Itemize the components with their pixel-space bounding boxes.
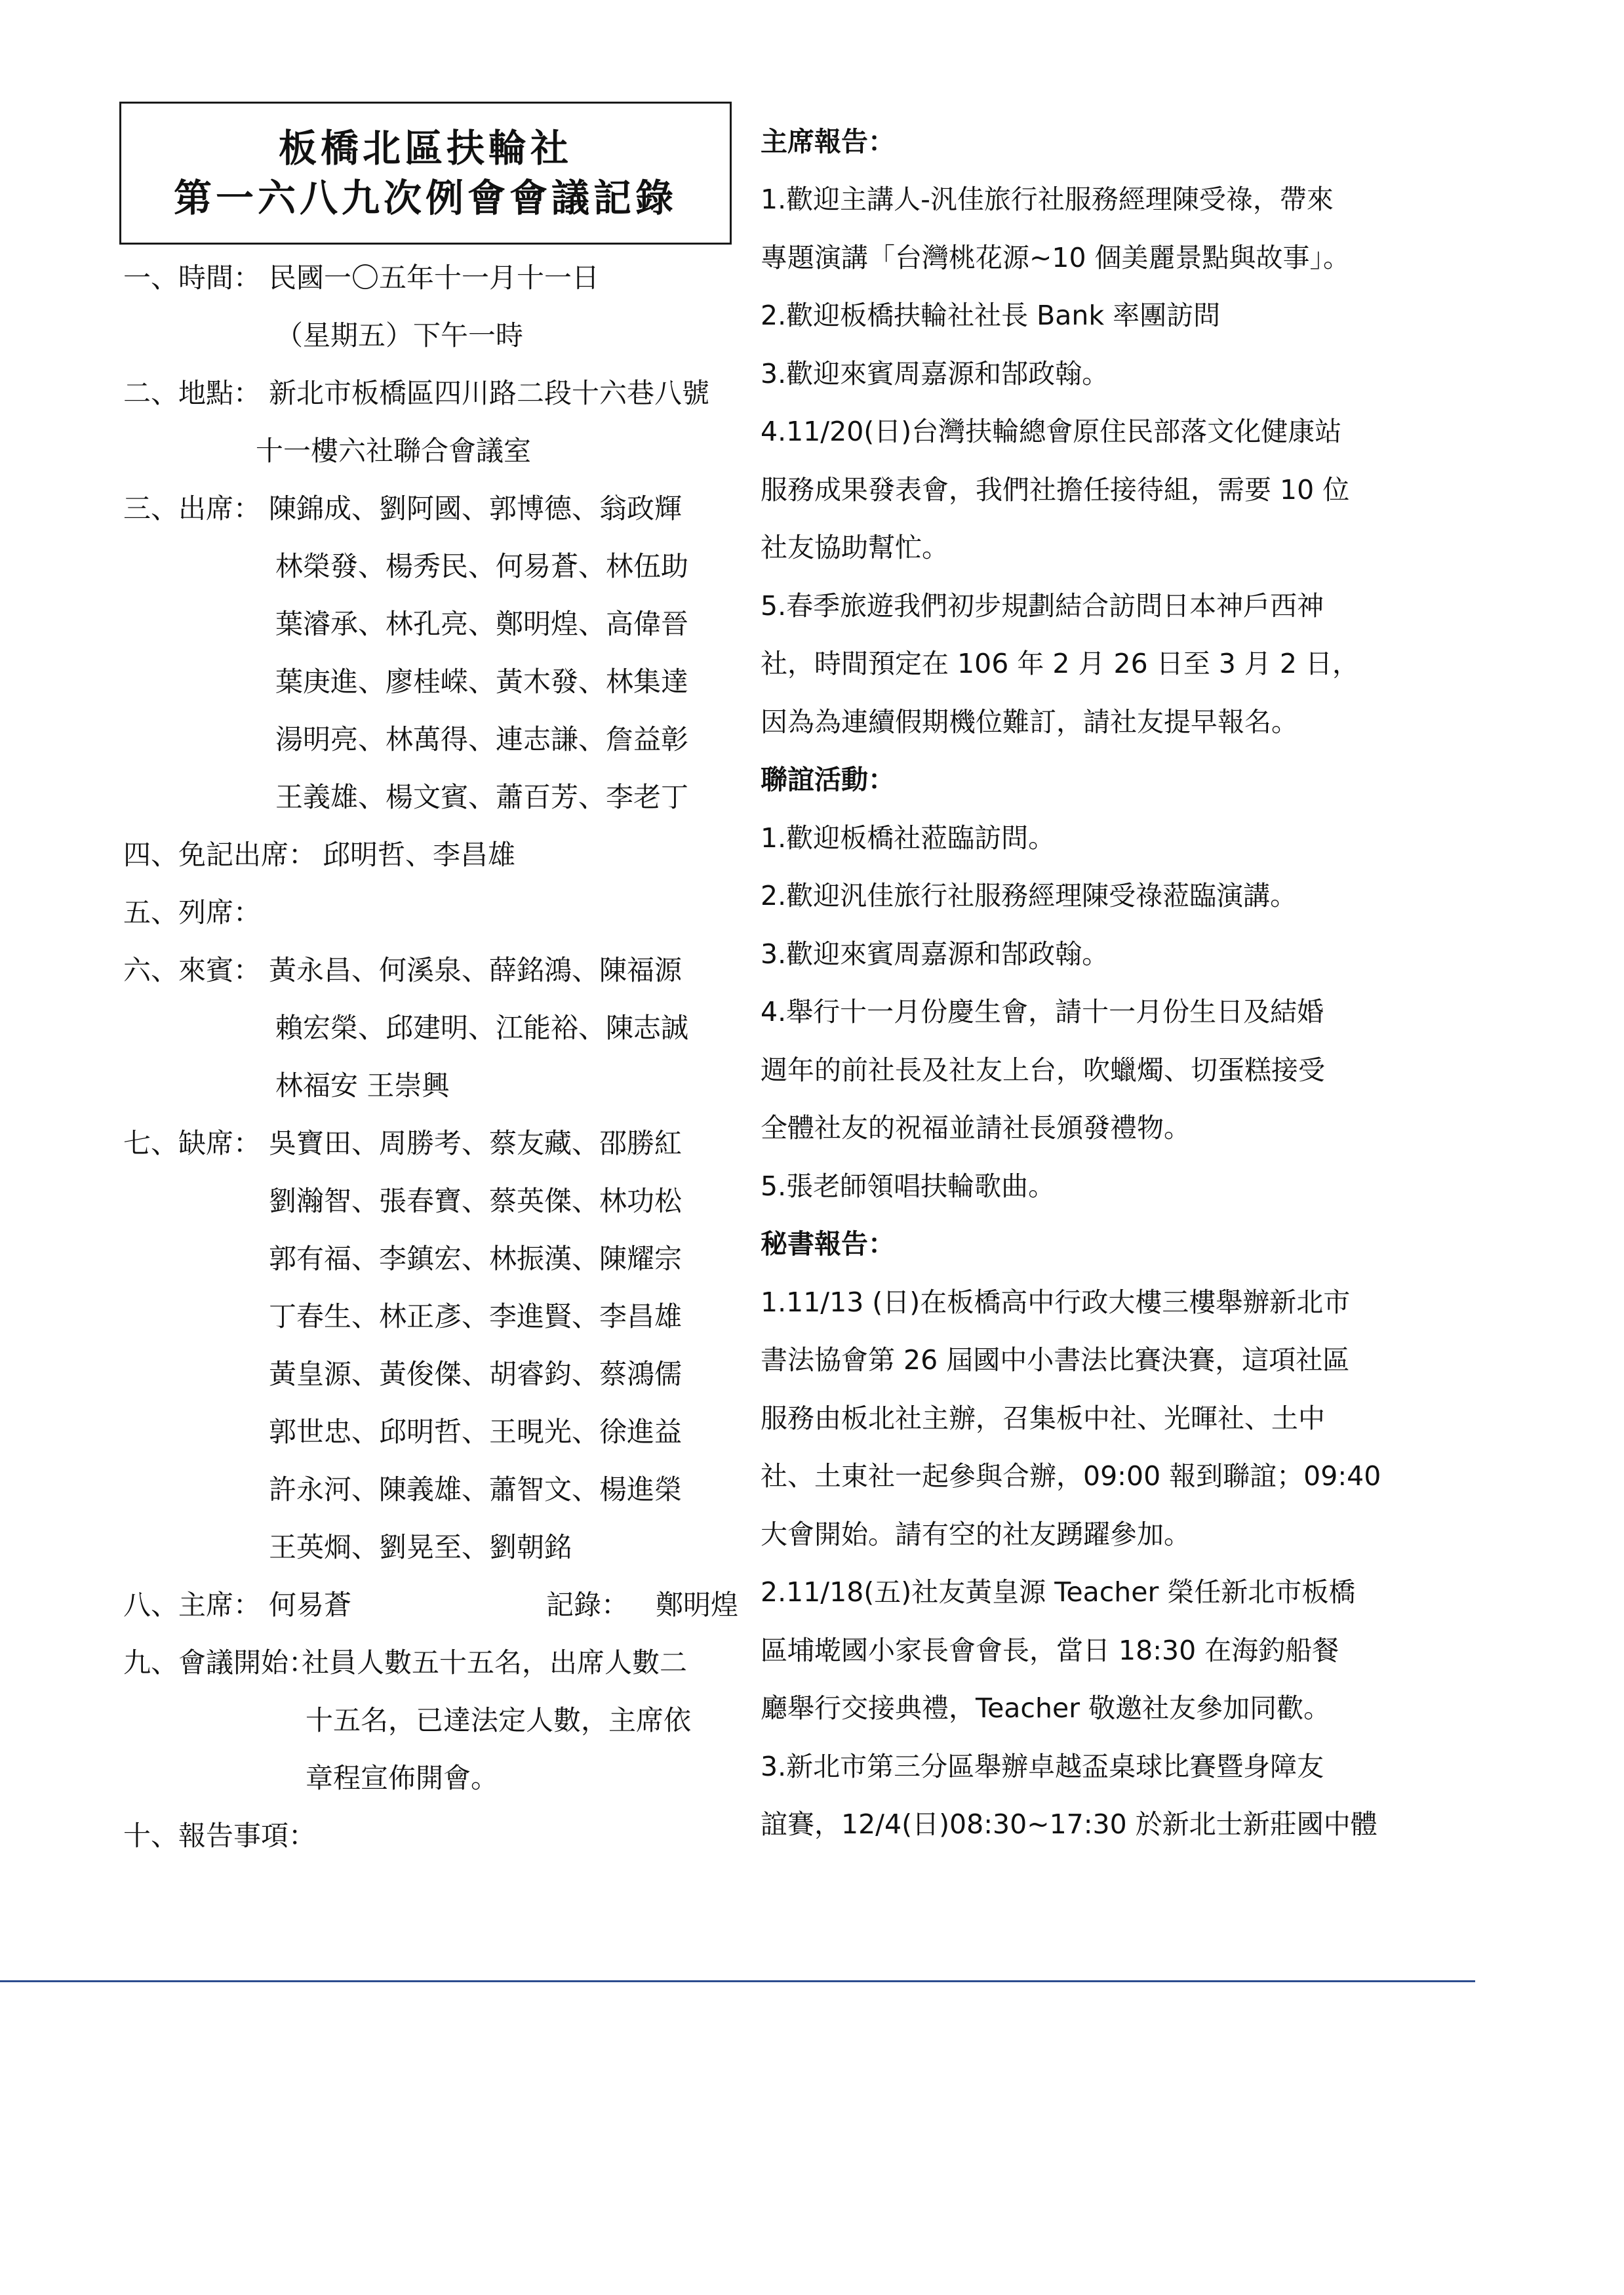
- place-row: [123, 365, 740, 422]
- secretary-report-line: 書法協會第 26 屆國中小書法比賽決賽，這項社區: [761, 1344, 1350, 1376]
- guests-line: 黃永昌、何溪泉、薛銘鴻、陳福源: [269, 954, 683, 986]
- recorder-value: 鄭明煌: [656, 1589, 739, 1621]
- exempt-row: [123, 826, 740, 884]
- attend-label: 三、出席：: [123, 492, 262, 525]
- attend-line: 王義雄、楊文賓、蕭百芳、李老丁: [275, 781, 689, 813]
- chair-label: 八、主席：: [123, 1589, 262, 1621]
- secretary-report-line: 區埔墘國小家長會會長，當日 18:30 在海釣船餐: [761, 1634, 1339, 1666]
- exempt-label: 四、免記出席：: [123, 839, 317, 871]
- place-value-cont: 十一樓六社聯合會議室: [256, 435, 532, 467]
- time-value: 民國一〇五年十一月十一日: [269, 262, 600, 294]
- attend-row: [123, 538, 740, 595]
- observer-label: 五、列席：: [123, 896, 262, 928]
- chairman-report-line: 5.春季旅遊我們初步規劃結合訪問日本神戶西神: [761, 589, 1324, 622]
- absent-line: 王英烱、劉晃至、劉朝銘: [269, 1531, 572, 1563]
- fellowship-line: 1.歡迎板橋社蒞臨訪問。: [761, 822, 1056, 854]
- absent-line: 丁春生、林正彥、李進賢、李昌雄: [269, 1300, 683, 1332]
- attend-row: [123, 768, 740, 826]
- guests-row: [123, 1057, 740, 1115]
- absent-row: [123, 1346, 740, 1403]
- opening-row: [123, 1692, 740, 1749]
- chairman-report-line: 3.歡迎來賓周嘉源和郜政翰。: [761, 357, 1109, 389]
- chairman-report-line: 因為為連續假期機位難訂，請社友提早報名。: [761, 706, 1298, 738]
- fellowship-line: 2.歡迎汎佳旅行社服務經理陳受祿蒞臨演講。: [761, 880, 1297, 911]
- attend-line: 湯明亮、林萬得、連志謙、詹益彰: [275, 723, 689, 755]
- chair-value: 何易蒼: [269, 1589, 352, 1621]
- time-value-cont: （星期五）下午一時: [275, 319, 524, 351]
- absent-row: [123, 1172, 740, 1230]
- meeting-title: 第一六八九次例會會議記錄: [173, 176, 677, 220]
- time-label: 一、時間：: [123, 262, 262, 294]
- minutes-left-column: [123, 249, 740, 1865]
- attend-row: [123, 711, 740, 768]
- place-row-cont: [123, 422, 740, 480]
- absent-line: 郭有福、李鎮宏、林振漢、陳耀宗: [269, 1243, 683, 1275]
- reports-row: [123, 1807, 740, 1865]
- bottom-divider: [0, 1980, 1475, 1982]
- place-label: 二、地點：: [123, 377, 262, 409]
- chair-row: [123, 1576, 740, 1634]
- chairman-report-line: 2.歡迎板橋扶輪社社長 Bank 率團訪問: [761, 300, 1221, 331]
- recorder-label: 記錄：: [546, 1589, 629, 1621]
- guests-label: 六、來賓：: [123, 954, 262, 986]
- opening-line: 社員人數五十五名，出席人數二: [302, 1646, 688, 1679]
- absent-line: 郭世忠、邱明哲、王晛光、徐進益: [269, 1416, 683, 1448]
- secretary-report-line: 3.新北市第三分區舉辦卓越盃桌球比賽暨身障友: [761, 1750, 1324, 1782]
- attend-line: 林榮發、楊秀民、何易蒼、林伍助: [275, 550, 689, 582]
- title-box: [119, 102, 732, 245]
- secretary-report-line: 大會開始。請有空的社友踴躍參加。: [761, 1518, 1191, 1550]
- absent-line: 許永河、陳義雄、蕭智文、楊進榮: [269, 1473, 683, 1506]
- reports-label: 十、報告事項：: [123, 1820, 317, 1852]
- guests-row: [123, 942, 740, 999]
- secretary-report-line: 誼賽，12/4(日)08:30~17:30 於新北士新莊國中體: [761, 1808, 1377, 1840]
- secretary-report-heading: 秘書報告：: [761, 1228, 895, 1260]
- minutes-right-column: [761, 113, 1521, 1854]
- fellowship-line: 5.張老師領唱扶輪歌曲。: [761, 1170, 1056, 1202]
- secretary-report-line: 社、土東社一起參與合辦，09:00 報到聯誼；09:40: [761, 1460, 1381, 1492]
- absent-row: [123, 1230, 740, 1288]
- fellowship-line: 4.舉行十一月份慶生會，請十一月份生日及結婚: [761, 996, 1324, 1028]
- guests-line: 賴宏榮、邱建明、江能裕、陳志誠: [275, 1012, 689, 1044]
- absent-row: [123, 1288, 740, 1346]
- opening-row: [123, 1749, 740, 1807]
- absent-row: [123, 1519, 740, 1576]
- absent-label: 七、缺席：: [123, 1127, 262, 1159]
- chairman-report-line: 1.歡迎主講人-汎佳旅行社服務經理陳受祿，帶來: [761, 184, 1334, 215]
- secretary-report-line: 廳舉行交接典禮，Teacher 敬邀社友參加同歡。: [761, 1692, 1331, 1724]
- observer-row: [123, 884, 740, 942]
- attend-line: 葉濬承、林孔亮、鄭明煌、高偉晉: [275, 608, 689, 640]
- absent-line: 黃皇源、黃俊傑、胡睿鈞、蔡鴻儒: [269, 1358, 683, 1390]
- chairman-report-line: 專題演講「台灣桃花源~10 個美麗景點與故事」。: [761, 241, 1351, 273]
- chairman-report-heading: 主席報告：: [761, 126, 895, 157]
- chairman-report-line: 服務成果發表會，我們社擔任接待組，需要 10 位: [761, 473, 1350, 506]
- attend-row: [123, 595, 740, 653]
- attend-row: [123, 653, 740, 711]
- chairman-report-line: 社，時間預定在 106 年 2 月 26 日至 3 月 2 日，: [761, 648, 1360, 679]
- place-value: 新北市板橋區四川路二段十六巷八號: [269, 377, 710, 409]
- secretary-report-line: 服務由板北社主辦，召集板中社、光暉社、土中: [761, 1402, 1325, 1434]
- fellowship-line: 全體社友的祝福並請社長頒發禮物。: [761, 1112, 1191, 1144]
- club-name: 板橋北區扶輪社: [278, 126, 572, 170]
- secretary-report-line: 2.11/18(五)社友黃皇源 Teacher 榮任新北市板橋: [761, 1576, 1356, 1608]
- fellowship-heading: 聯誼活動：: [761, 764, 895, 795]
- guests-row: [123, 999, 740, 1057]
- absent-row: [123, 1403, 740, 1461]
- exempt-value: 邱明哲、李昌雄: [323, 839, 516, 871]
- attend-row: [123, 480, 740, 538]
- opening-line: 章程宣佈開會。: [306, 1762, 499, 1794]
- absent-row: [123, 1115, 740, 1172]
- fellowship-line: 週年的前社長及社友上台，吹蠟燭、切蛋糕接受: [761, 1054, 1325, 1086]
- absent-line: 劉瀚智、張春寶、蔡英傑、林功松: [269, 1185, 683, 1217]
- guests-line: 林福安 王崇興: [275, 1069, 450, 1102]
- time-row-cont: [123, 307, 740, 365]
- attend-line: 葉庚進、廖桂嵘、黃木發、林集達: [275, 666, 689, 698]
- opening-line: 十五名，已達法定人數，主席依: [306, 1704, 692, 1736]
- time-row: [123, 249, 740, 307]
- absent-line: 吳寶田、周勝考、蔡友藏、邵勝紅: [269, 1127, 683, 1159]
- opening-row: [123, 1634, 740, 1692]
- opening-label: 九、會議開始：: [123, 1646, 317, 1679]
- chairman-report-line: 4.11/20(日)台灣扶輪總會原住民部落文化健康站: [761, 416, 1342, 447]
- fellowship-line: 3.歡迎來賓周嘉源和郜政翰。: [761, 938, 1109, 970]
- chairman-report-line: 社友協助幫忙。: [761, 532, 949, 563]
- absent-row: [123, 1461, 740, 1519]
- secretary-report-line: 1.11/13 (日)在板橋高中行政大樓三樓舉辦新北市: [761, 1286, 1351, 1318]
- attend-line: 陳錦成、劉阿國、郭博德、翁政輝: [269, 492, 683, 525]
